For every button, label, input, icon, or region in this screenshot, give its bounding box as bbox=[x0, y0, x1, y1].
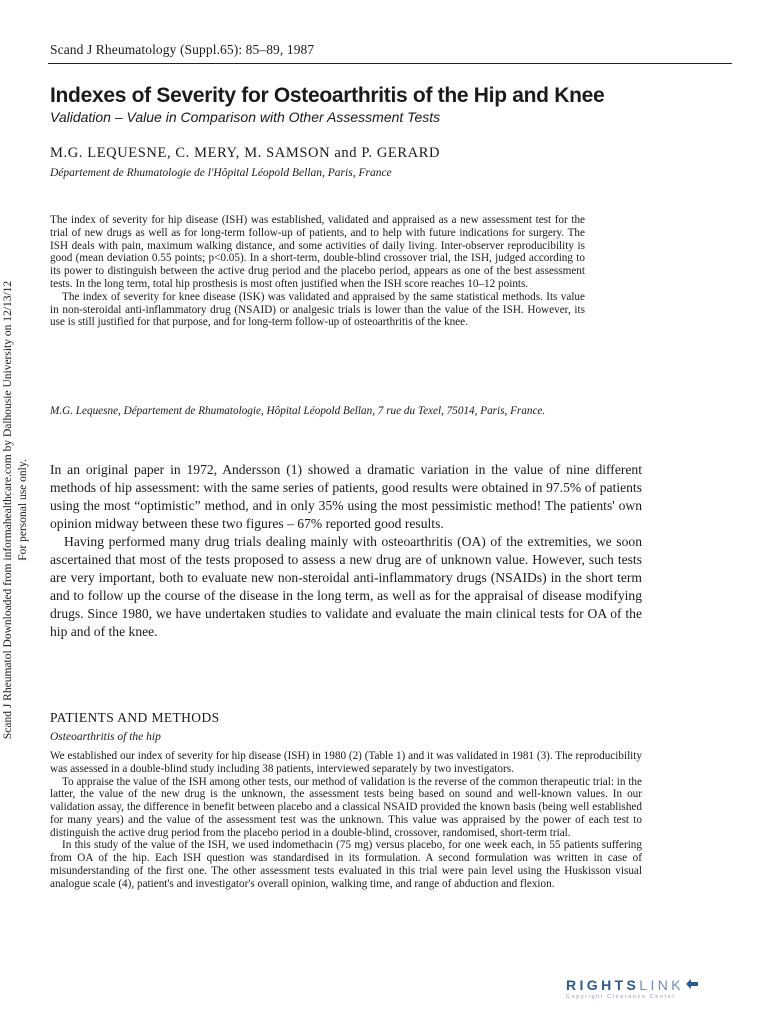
correspondence-address: M.G. Lequesne, Département de Rhumatologie, Hôpital Léopold Bellan, 7 rue du Texel, 75014, Paris, France. bbox=[50, 405, 546, 417]
intro-paragraph: In an original paper in 1972, Andersson (1) showed a dramatic variation in the value of nine different methods of hip assessment: with the same series of patients, good results were obtained in 97.5% of patients using the most “optimistic” method, and in only 35% using the most pessimistic method! The patients' own opinion midway between these two figures – 67% reported good results. bbox=[50, 462, 642, 531]
article-title: Indexes of Severity for Osteoarthritis of the Hip and Knee bbox=[50, 84, 605, 107]
methods-body bbox=[50, 750, 642, 890]
article-subtitle: Validation – Value in Comparison with Other Assessment Tests bbox=[50, 109, 441, 125]
section-heading: PATIENTS AND METHODS bbox=[50, 710, 220, 725]
abstract-paragraph: The index of severity for hip disease (ISH) was established, validated and appraised as a new assessment test for the trial of new drugs as well as for long-term follow-up of patients, and to help with future indications for surgery. The ISH deals with pain, maximum walking distance, and some activities of daily living. Inter-observer reproducibility is good (mean deviation 0.55 points; p<0.05). In a short-term, double-blind crossover trial, the ISH, judged according to its power to distinguish between the active drug period and the placebo period, appears as one of the best assessment tests. In the long term, total hip prosthesis is most often justified when the ISH score reaches 10–12 points. bbox=[50, 214, 585, 290]
abstract-paragraph: The index of severity for knee disease (ISK) was validated and appraised by the same statistical methods. Its value in non-steroidal anti-inflammatory drug (NSAID) or analgesic trials is lower than the value of the ISH. However, its use is still justified for that purpose, and for long-term follow-up of osteoarthritis of the knee. bbox=[50, 290, 585, 329]
introduction bbox=[50, 461, 642, 641]
rightslink-tagline: Copyright Clearance Center bbox=[566, 994, 676, 1000]
methods-paragraph: In this study of the value of the ISH, we used indomethacin (75 mg) versus placebo, for one week each, in 55 patients suffering from OA of the hip. Each ISH question was standardised in its formulation. A second formulation was written in case of misunderstanding of the first one. The other assessment tests evaluated in this trial were pain level using the Huskisson visual analogue scale (4), patient's and investigator's overall opinion, walking time, and range of abduction and flexion. bbox=[50, 839, 642, 890]
author-affiliation: Département de Rhumatologie de l'Hôpital Léopold Bellan, Paris, France bbox=[50, 167, 392, 179]
rightslink-brand-bold: RIGHTS bbox=[566, 977, 640, 993]
methods-paragraph: To appraise the value of the ISH among other tests, our method of validation is the reverse of the common therapeutic trial: in the latter, the value of the new drug is the unknown, the assessment tests being based on sound and well-known values. In our validation assay, the difference in benefit between placebo and a classical NSAID provided the known basis (being well established for many years) and the value of the assessment test was the unknown. This value was appraised by the power of each test to distinguish the active drug period from the placebo period in a double-blind, crossover, randomised, short-term trial. bbox=[50, 775, 642, 839]
intro-paragraph: Having performed many drug trials dealing mainly with osteoarthritis (OA) of the extremities, we soon ascertained that most of the tests proposed to assess a new drug are of unknown value. However, such tests are very important, both to evaluate new non-steroidal anti-inflammatory drugs (NSAIDs) in the short term and to follow up the course of the disease in the long term, as well as for the appraisal of disease modifying drugs. Since 1980, we have undertaken studies to validate and evaluate the main clinical tests for OA of the hip and of the knee. bbox=[50, 534, 642, 639]
author-list: M.G. LEQUESNE, C. MERY, M. SAMSON and P. GERARD bbox=[50, 145, 441, 161]
rightslink-arrow-icon bbox=[684, 977, 700, 991]
journal-citation: Scand J Rheumatology (Suppl.65): 85–89, 1987 bbox=[50, 42, 315, 57]
methods-paragraph: We established our index of severity for hip disease (ISH) in 1980 (2) (Table 1) and it was validated in 1981 (3). The reproducibility was assessed in a double-blind study including 38 patients, interviewed separately by two investigators. bbox=[50, 750, 642, 775]
header-divider bbox=[48, 63, 732, 64]
subsection-heading: Osteoarthritis of the hip bbox=[50, 731, 161, 743]
rightslink-brand-light: LINK bbox=[639, 977, 685, 993]
download-notice-line: For personal use only. bbox=[17, 459, 29, 561]
download-notice bbox=[1, 270, 37, 750]
rightslink-watermark bbox=[566, 977, 756, 1011]
abstract bbox=[50, 214, 585, 329]
download-notice-line: Scand J Rheumatol Downloaded from informahealthcare.com by Dalhousie University on 12/13/12 bbox=[2, 280, 14, 740]
rightslink-logo bbox=[566, 977, 756, 993]
